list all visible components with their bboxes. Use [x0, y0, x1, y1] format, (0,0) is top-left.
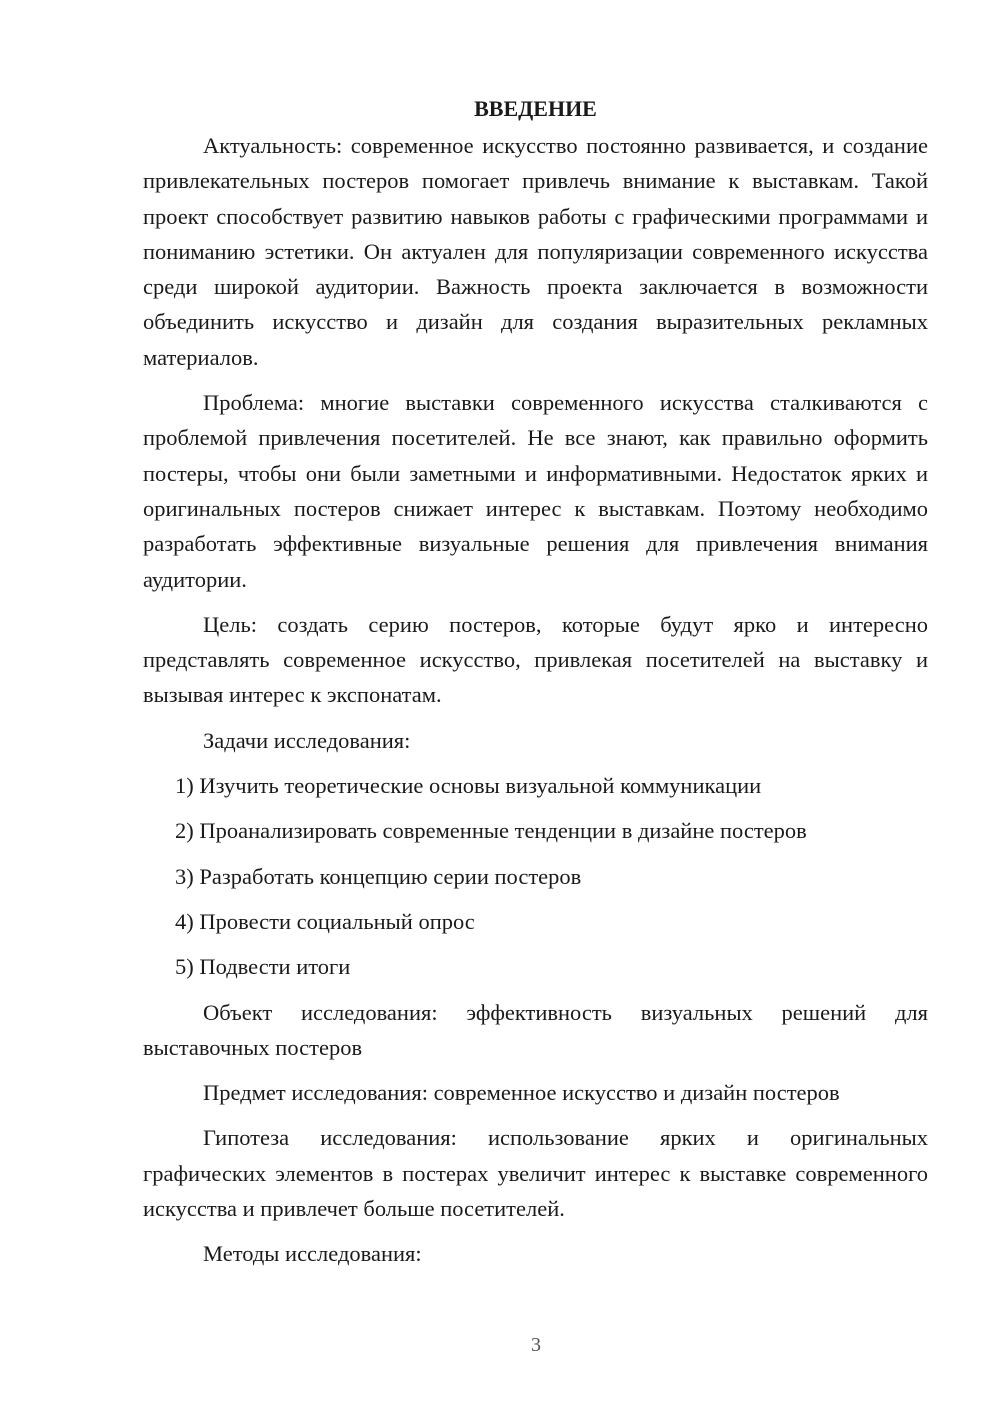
object-paragraph: Объект исследования: эффективность визуальных решений для выставочных постеров [143, 999, 928, 1060]
list-item: 1) Изучить теоретические основы визуальной коммуникации [175, 773, 762, 799]
document-page [143, 94, 928, 1272]
methods-heading: Методы исследования: [203, 1241, 422, 1267]
list-item: 5) Подвести итоги [175, 954, 351, 980]
subject-paragraph: Предмет исследования: современное искусство и дизайн постеров [203, 1080, 840, 1106]
list-item: 2) Проанализировать современные тенденции в дизайне постеров [175, 818, 807, 844]
problem-paragraph: Проблема: многие выставки современного искусства сталкиваются с проблемой привлечения посетителей. Не все знают, как правильно оформить постеры, чтобы они были заметными и информативными. Недостаток ярких и оригинальных постеров снижает интерес к выставкам. Поэтому необходимо разработать эффективные визуальные решения для привлечения внимания аудитории. [143, 390, 928, 592]
goal-paragraph: Цель: создать серию постеров, которые будут ярко и интересно представлять современное искусство, привлекая посетителей на выставку и вызывая интерес к экспонатам. [143, 611, 928, 708]
relevance-paragraph: Актуальность: современное искусство постоянно развивается, и создание привлекательных постеров помогает привлечь внимание к выставкам. Такой проект способствует развитию навыков работы с графическими программами и пониманию эстетики. Он актуален для популяризации современного искусства среди широкой аудитории. Важность проекта заключается в возможности объединить искусство и дизайн для создания выразительных рекламных материалов. [143, 133, 928, 370]
tasks-list [143, 768, 928, 984]
tasks-heading: Задачи исследования: [203, 727, 411, 753]
hypothesis-paragraph: Гипотеза исследования: использование ярких и оригинальных графических элементов в постерах увеличит интерес к выставке современного искусства и привлечет больше посетителей. [143, 1125, 928, 1222]
list-item: 3) Разработать концепцию серии постеров [175, 863, 582, 889]
list-item: 4) Провести социальный опрос [175, 908, 475, 934]
page-title: ВВЕДЕНИЕ [474, 96, 597, 121]
page-number: 3 [531, 1334, 541, 1356]
